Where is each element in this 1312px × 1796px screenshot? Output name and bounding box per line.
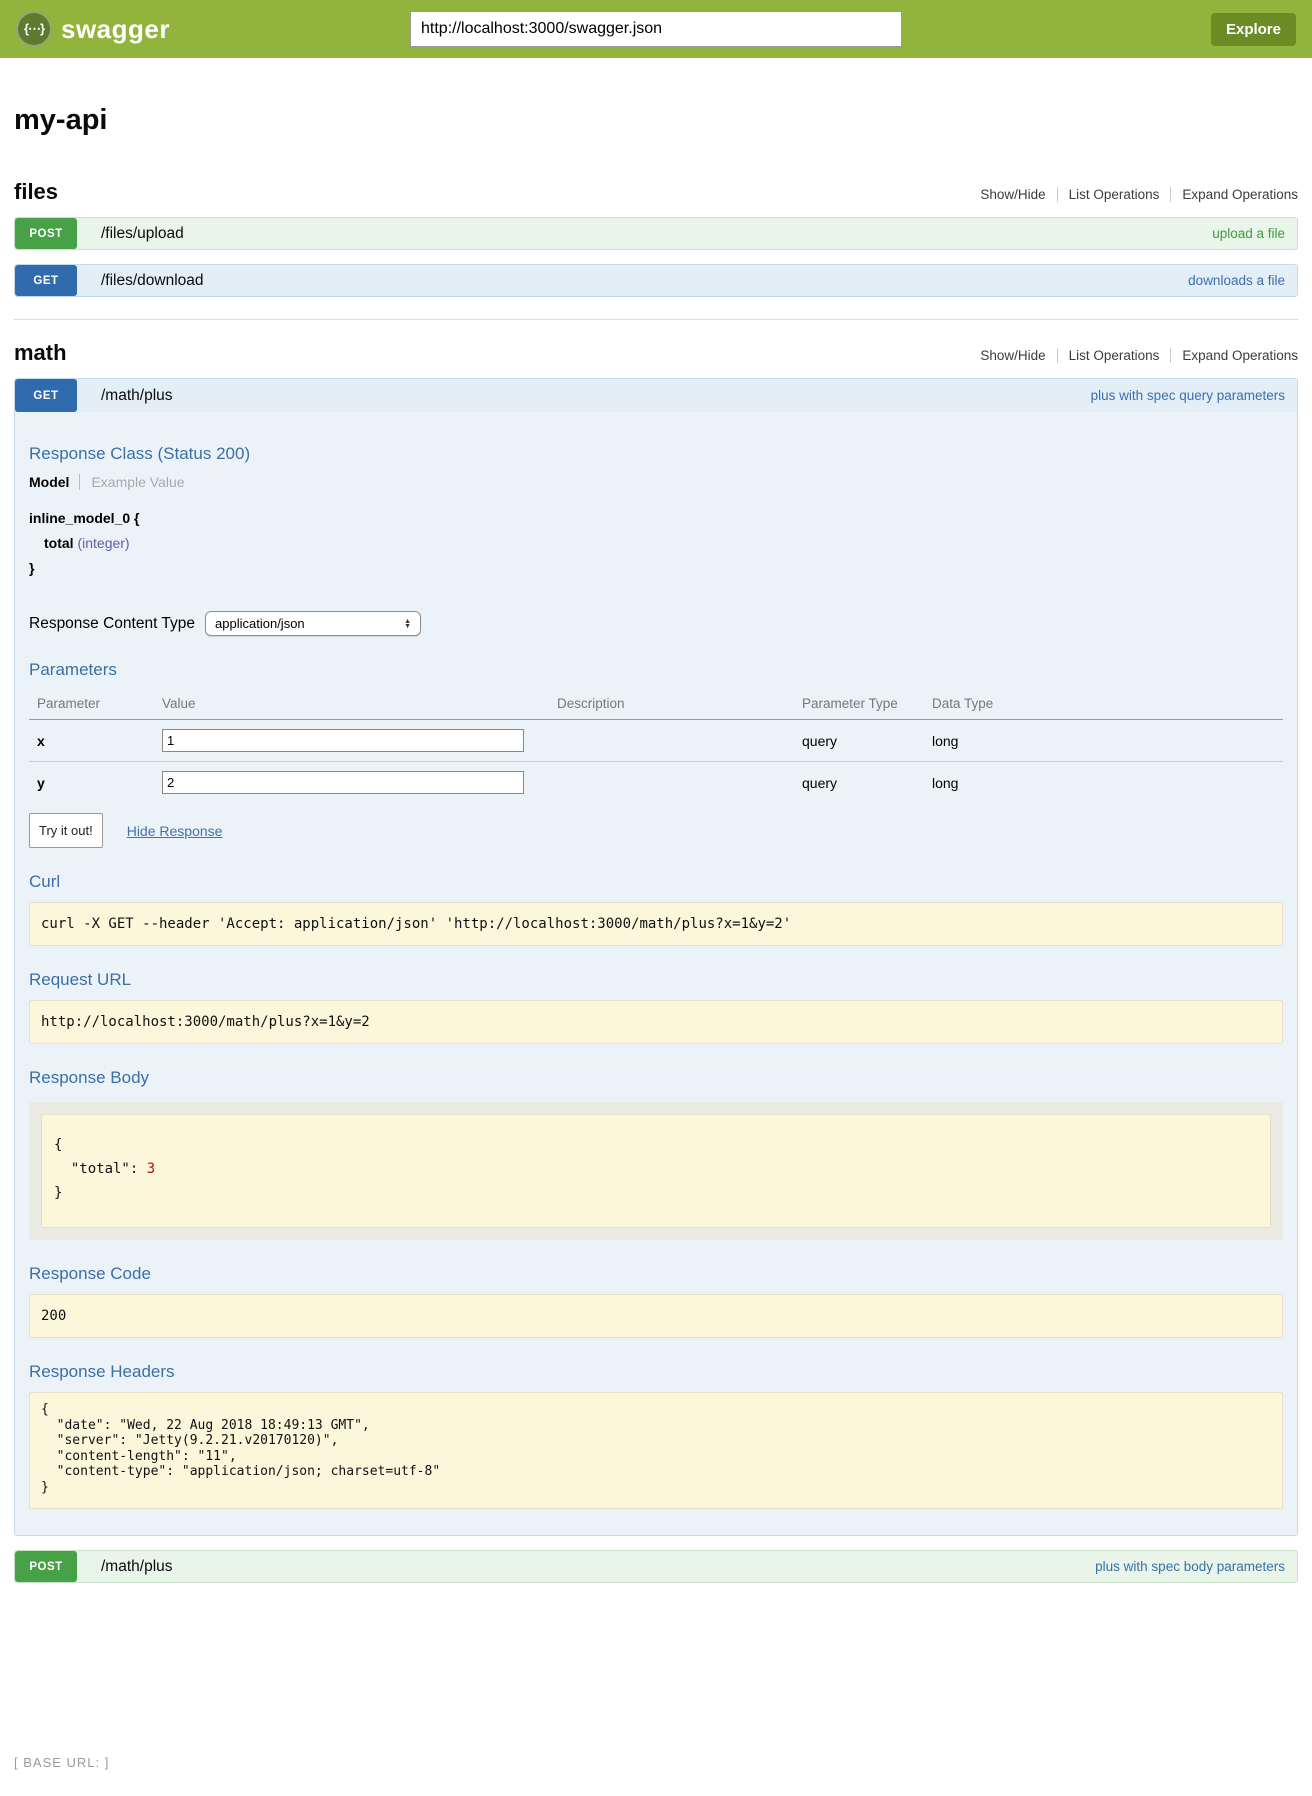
tab-example-value[interactable]: Example Value [79,474,184,490]
base-url-label: [ BASE URL: ] [14,1755,110,1770]
response-body-block: { "total": 3 } [41,1114,1271,1228]
post-method-badge: POST [15,1551,77,1582]
operation-row-get-files-download[interactable] [14,264,1298,297]
operation-summary-link[interactable]: plus with spec body parameters [1095,1559,1285,1574]
operation-detail-panel [15,412,1297,1535]
parameter-data-type: long [932,732,959,749]
response-class-heading: Response Class (Status 200) [29,444,251,463]
section-divider [14,319,1298,320]
response-body-heading: Response Body [29,1068,150,1087]
operation-path: /math/plus [101,1557,173,1575]
column-header-value: Value [154,690,549,720]
math-show-hide-link[interactable]: Show/Hide [980,348,1046,363]
response-code-block: 200 [29,1294,1283,1338]
parameter-y-input[interactable] [162,771,524,794]
swagger-brand[interactable] [16,11,410,47]
curl-command-block: curl -X GET --header 'Accept: application/json' 'http://localhost:3000/math/plus?x=1&y=2' [29,902,1283,946]
files-show-hide-link[interactable]: Show/Hide [980,187,1046,202]
math-list-operations-link[interactable]: List Operations [1057,348,1171,363]
response-content-type-select[interactable]: application/json ▲ ▼ [205,611,421,636]
get-method-badge: GET [15,379,77,412]
parameter-row-y [29,762,1283,804]
swagger-logo-icon: {⋯} [16,11,52,47]
select-arrows-icon: ▲ ▼ [404,617,412,630]
try-it-out-button[interactable]: Try it out! [29,813,103,848]
model-property-name: total [44,535,74,551]
response-content-type-label: Response Content Type [29,614,196,632]
request-url-block: http://localhost:3000/math/plus?x=1&y=2 [29,1000,1283,1044]
operation-path: /math/plus [101,386,173,404]
model-property-type: (integer) [77,535,130,551]
parameters-table [29,690,1283,803]
files-expand-operations-link[interactable]: Expand Operations [1170,187,1298,202]
tab-model[interactable]: Model [29,474,70,490]
response-body-container [29,1102,1283,1240]
section-title-math[interactable]: math [14,340,67,365]
parameter-type: query [802,732,838,749]
operation-summary-link[interactable]: plus with spec query parameters [1090,388,1285,403]
brand-title: swagger [61,13,170,44]
get-method-badge: GET [15,265,77,296]
operation-row-post-math-plus[interactable] [14,1550,1298,1583]
hide-response-link[interactable]: Hide Response [126,822,223,839]
operation-path: /files/download [101,271,204,289]
post-method-badge: POST [15,218,77,249]
column-header-parameter-type: Parameter Type [794,690,924,720]
parameter-description [549,720,794,762]
parameter-type: query [794,762,924,804]
response-headers-heading: Response Headers [29,1362,175,1381]
spec-url-input[interactable] [410,11,902,47]
section-title-files[interactable]: files [14,179,59,204]
curl-heading: Curl [29,872,61,891]
operation-row-get-math-plus[interactable] [15,379,1297,412]
column-header-description: Description [549,690,794,720]
parameter-name: x [37,732,45,749]
operation-path: /files/upload [101,224,184,242]
math-expand-operations-link[interactable]: Expand Operations [1170,348,1298,363]
expanded-operation-get-math-plus [14,378,1298,1536]
page-title: my-api [14,104,108,136]
operation-row-post-files-upload[interactable] [14,217,1298,250]
parameter-name: y [29,762,154,804]
files-list-operations-link[interactable]: List Operations [1057,187,1171,202]
column-header-parameter: Parameter [29,690,154,720]
parameter-data-type: long [924,762,1283,804]
parameter-description [549,762,794,804]
response-headers-block: { "date": "Wed, 22 Aug 2018 18:49:13 GMT", "server": "Jetty(9.2.21.v20170120)", "content-length": "11", "content-type": "application/json; charset=utf-8" } [29,1392,1283,1509]
explore-button[interactable]: Explore [1211,13,1296,46]
parameters-heading: Parameters [29,660,117,679]
response-code-heading: Response Code [29,1264,151,1283]
response-body-value: 3 [146,1161,156,1177]
column-header-data-type: Data Type [924,690,1283,720]
model-signature: inline_model_0 { total (integer) } [29,510,140,576]
parameter-row-x [29,720,1283,762]
request-url-heading: Request URL [29,970,132,989]
operation-summary-link[interactable]: upload a file [1212,226,1285,241]
top-header-bar [0,0,1312,58]
operation-summary-link[interactable]: downloads a file [1188,273,1285,288]
parameter-x-input[interactable] [162,729,524,752]
